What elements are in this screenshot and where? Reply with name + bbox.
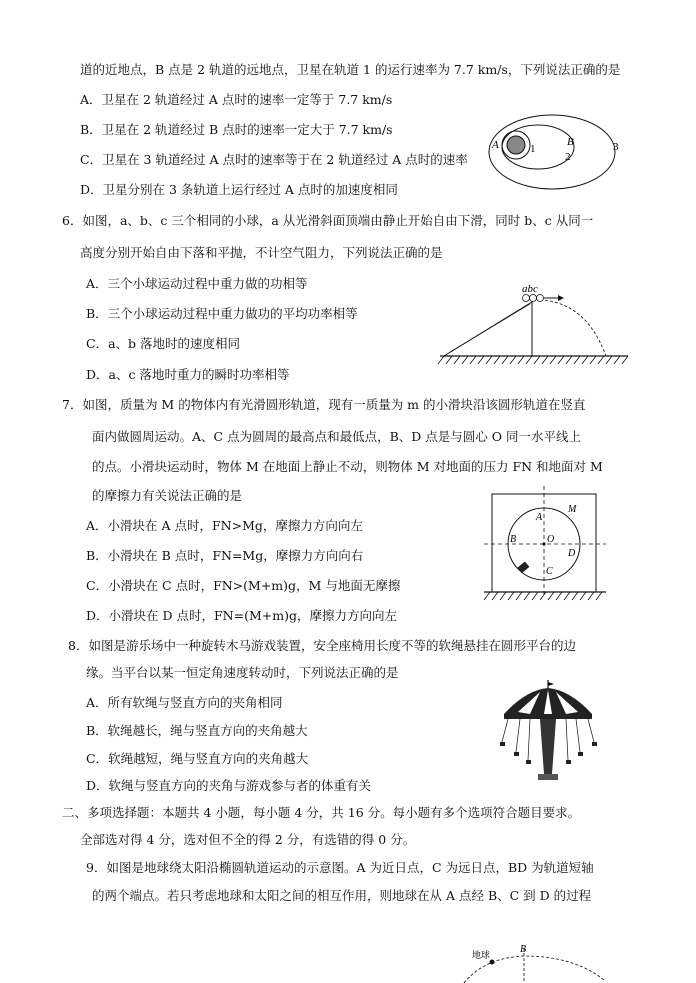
q6-option-a: A．三个小球运动过程中重力做的功相等 (86, 276, 308, 291)
q6-fig-label-abc: abc (522, 283, 538, 295)
q7-option-a: A．小滑块在 A 点时，FN>Mg，摩擦力方向向左 (86, 518, 363, 533)
section2-heading: 二、多项选择题：本题共 4 小题，每小题 4 分，共 16 分。每小题有多个选项符合题目要求。 (62, 805, 581, 820)
q5-option-b: B．卫星在 2 轨道经过 B 点时的速率一定大于 7.7 km/s (80, 122, 393, 137)
q5-fig-label-b: B (567, 136, 574, 148)
q7-stem-line2: 面内做圆周运动。A、C 点为圆周的最高点和最低点，B、D 点是与圆心 O 同一水平线上 (92, 429, 581, 444)
q5-orbit-figure (488, 110, 628, 194)
q9-fig-label-earth: 地球 (472, 950, 491, 960)
q6-stem-line2: 高度分别开始自由下落和平抛，不计空气阻力，下列说法正确的是 (80, 245, 443, 260)
q6-stem-line1: 6．如图，a、b、c 三个相同的小球，a 从光滑斜面顶端由静止开始自由下滑，同时 b、c 从同一 (62, 213, 594, 228)
q9-earth-orbit-figure (464, 940, 614, 983)
q8-option-c: C．软绳越短，绳与竖直方向的夹角越大 (86, 751, 309, 766)
q7-fig-label-o: O (547, 534, 555, 545)
q5-option-d: D．卫星分别在 3 条轨道上运行经过 A 点时的加速度相同 (80, 182, 398, 197)
q5-option-a: A．卫星在 2 轨道经过 A 点时的速率一定等于 7.7 km/s (80, 92, 393, 107)
q6-option-d: D．a、c 落地时重力的瞬时功率相等 (86, 367, 290, 382)
q5-option-c: C．卫星在 3 轨道经过 A 点时的速率等于在 2 轨道经过 A 点时的速率 (80, 152, 468, 167)
q7-option-b: B．小滑块在 B 点时，FN=Mg，摩擦力方向向右 (86, 548, 364, 563)
q5-fig-label-1: 1 (530, 143, 536, 155)
q6-option-c: C．a、b 落地时的速度相同 (86, 336, 240, 351)
q7-fig-label-b: B (510, 534, 517, 545)
q9-fig-label-b: B (520, 944, 527, 955)
q8-option-d: D．软绳与竖直方向的夹角与游戏参与者的体重有关 (86, 778, 372, 793)
q7-stem-line1: 7．如图，质量为 M 的物体内有光滑圆形轨道，现有一质量为 m 的小滑块沿该圆形轨道在竖直 (62, 397, 586, 412)
q7-fig-label-m: M (568, 504, 577, 515)
q5-fig-label-2: 2 (565, 151, 571, 163)
q7-stem-line3: 的点。小滑块运动时，物体 M 在地面上静止不动，则物体 M 对地面的压力 FN 和地面对 M (92, 459, 603, 474)
q7-circular-track-figure (484, 486, 606, 606)
q7-option-d: D．小滑块在 D 点时，FN=(M+m)g，摩擦力方向向左 (86, 608, 397, 623)
q6-incline-figure (436, 284, 632, 366)
q5-stem-continued: 道的近地点，B 点是 2 轨道的远地点，卫星在轨道 1 的运行速率为 7.7 km/s，下列说法正确的是 (80, 62, 621, 77)
q8-option-b: B．软绳越长，绳与竖直方向的夹角越大 (86, 723, 308, 738)
q8-stem-line2: 缘。当平台以某一恒定角速度转动时，下列说法正确的是 (86, 665, 399, 680)
q9-stem-line2: 的两个端点。若只考虑地球和太阳之间的相互作用，则地球在从 A 点经 B、C 到 D 的过程 (92, 888, 592, 903)
q5-fig-label-a: A (492, 139, 499, 151)
q8-option-a: A．所有软绳与竖直方向的夹角相同 (86, 695, 283, 710)
q9-stem-line1: 9．如图是地球绕太阳沿椭圆轨道运动的示意图。A 为近日点，C 为远日点，BD 为轨道短轴 (86, 860, 594, 875)
q8-stem-line1: 8．如图是游乐场中一种旋转木马游戏装置，安全座椅用长度不等的软绳悬挂在圆形平台的边 (68, 638, 576, 653)
q7-stem-line4: 的摩擦力有关说法正确的是 (92, 488, 243, 503)
q5-fig-label-3: 3 (613, 141, 619, 153)
q7-fig-label-d: D (568, 548, 576, 559)
section2-scoring-rule: 全部选对得 4 分，选对但不全的得 2 分，有选错的得 0 分。 (80, 832, 416, 847)
q7-fig-label-a: A (536, 512, 543, 523)
q8-carousel-figure (500, 680, 600, 784)
q7-fig-label-c: C (546, 566, 553, 577)
q7-option-c: C．小滑块在 C 点时，FN>(M+m)g，M 与地面无摩擦 (86, 578, 401, 593)
q6-option-b: B．三个小球运动过程中重力做功的平均功率相等 (86, 306, 358, 321)
